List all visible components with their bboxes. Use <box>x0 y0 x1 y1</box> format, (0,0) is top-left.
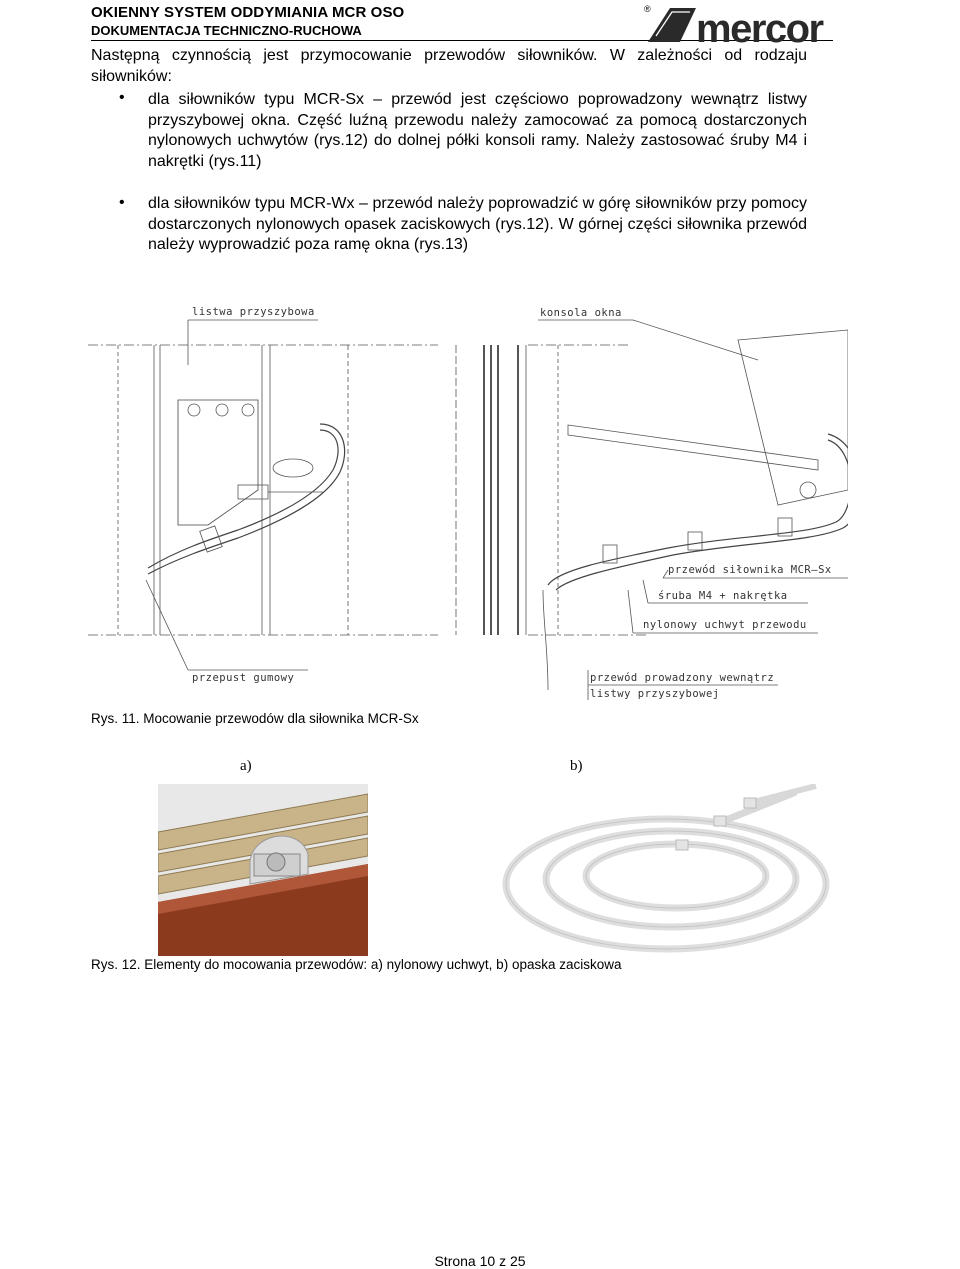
logo-text: mercor <box>696 7 823 46</box>
label-przepust: przepust gumowy <box>192 672 295 684</box>
label-listwa: listwa przyszybowa <box>192 306 315 318</box>
label-prowadzony-1: przewód prowadzony wewnątrz <box>590 672 775 684</box>
label-prowadzony-2: listwy przyszybowej <box>590 688 720 700</box>
header-title: OKIENNY SYSTEM ODDYMIANIA MCR OSO <box>91 4 405 21</box>
intro-paragraph: Następną czynnością jest przymocowanie przewodów siłowników. W zależności od rodzaju siłowników: <box>91 47 807 85</box>
label-przewod-silownika: przewód siłownika MCR–Sx <box>668 564 832 576</box>
registered-mark: ® <box>644 4 651 14</box>
label-sruba: śruba M4 + nakrętka <box>658 590 788 602</box>
figure-11-drawing <box>88 290 848 710</box>
bullet-item-mcr-sx: dla siłowników typu MCR-Sx – przewód jest częściowo poprowadzony wewnątrz listwy przyszybowej okna. Część luźną przewodu należy zamocować za pomocą dostarczonych nylonowych uchwytów (rys.12) do dolnej półki konsoli ramy. Należy zastosować śruby M4 i nakrętki (rys.11) <box>148 91 807 170</box>
header-subtitle: DOKUMENTACJA TECHNICZNO-RUCHOWA <box>91 23 362 38</box>
nylon-holder-photo <box>158 784 368 956</box>
cable-tie-photo <box>496 784 830 956</box>
figure-12-label-b: b) <box>570 758 583 774</box>
figure-12-label-a: a) <box>240 758 252 774</box>
bullet-dot: • <box>119 194 125 211</box>
bullet-item-mcr-wx: dla siłowników typu MCR-Wx – przewód należy poprowadzić w górę siłowników przy pomocy dostarczonych nylonowych opasek zaciskowych (rys.12). W górnej części siłownika przewód należy wyprowadzić poza ramę okna (rys.13) <box>148 195 807 253</box>
figure-12-caption: Rys. 12. Elementy do mocowania przewodów: a) nylonowy uchwyt, b) opaska zaciskowa <box>91 957 622 972</box>
page-number: Strona 10 z 25 <box>434 1253 526 1269</box>
bullet-dot: • <box>119 89 125 106</box>
label-uchwyt: nylonowy uchwyt przewodu <box>643 619 807 631</box>
mercor-logo <box>640 2 830 46</box>
label-konsola: konsola okna <box>540 307 622 319</box>
figure-11-caption: Rys. 11. Mocowanie przewodów dla siłownika MCR-Sx <box>91 711 419 726</box>
